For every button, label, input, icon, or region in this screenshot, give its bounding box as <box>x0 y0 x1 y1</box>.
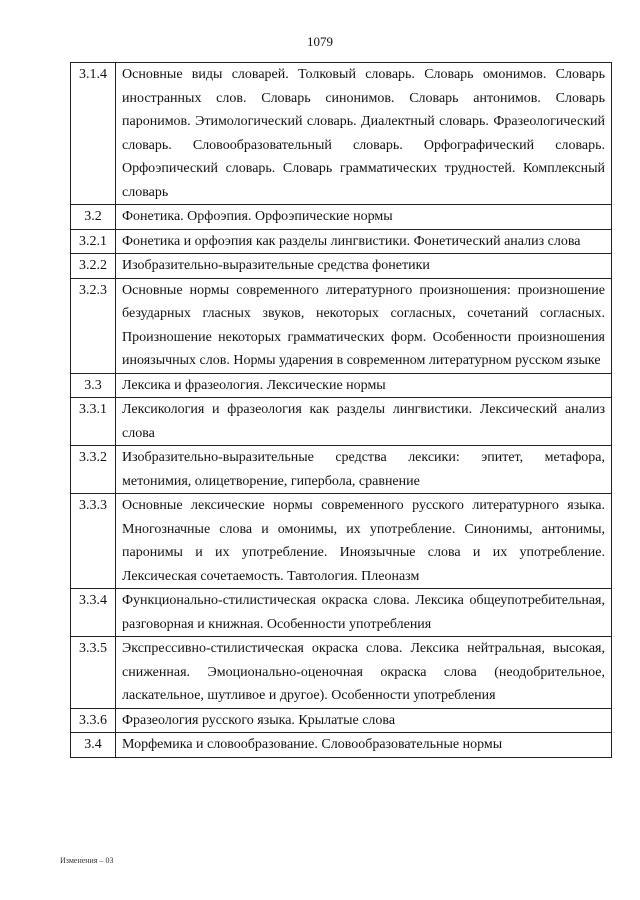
footer-revision-note: Изменения – 03 <box>60 856 114 865</box>
section-description: Изобразительно-выразительные средства фонетики <box>116 254 612 279</box>
curriculum-table <box>70 62 612 758</box>
section-description: Лексикология и фразеология как разделы лингвистики. Лексический анализ слова <box>116 398 612 446</box>
table-row <box>71 398 612 446</box>
section-code: 3.2.3 <box>71 278 116 373</box>
table-row <box>71 637 612 709</box>
page-number: 1079 <box>307 34 333 49</box>
table-row <box>71 205 612 230</box>
section-code: 3.1.4 <box>71 63 116 205</box>
section-code: 3.2 <box>71 205 116 230</box>
section-code: 3.3.4 <box>71 589 116 637</box>
section-description: Основные нормы современного литературного произношения: произношение безударных гласных звуков, некоторых согласных, сочетаний согласных. Произношение некоторых грамматических форм. Особенности произношения иноязычных слов. Нормы ударения в современном литературном русском языке <box>116 278 612 373</box>
table-row <box>71 494 612 589</box>
table-row <box>71 373 612 398</box>
table-row <box>71 229 612 254</box>
section-description: Экспрессивно-стилистическая окраска слова. Лексика нейтральная, высокая, сниженная. Эмоционально-оценочная окраска слова (неодобрительное, ласкательное, шутливое и другое). Особенности употребления <box>116 637 612 709</box>
section-description: Лексика и фразеология. Лексические нормы <box>116 373 612 398</box>
section-description: Изобразительно-выразительные средства лексики: эпитет, метафора, метонимия, олицетворение, гипербола, сравнение <box>116 446 612 494</box>
section-code: 3.4 <box>71 733 116 758</box>
table-row <box>71 589 612 637</box>
section-description: Основные виды словарей. Толковый словарь. Словарь омонимов. Словарь иностранных слов. Словарь синонимов. Словарь антонимов. Словарь паронимов. Этимологический словарь. Диалектный словарь. Фразеологический словарь. Словообразовательный словарь. Орфографический словарь. Орфоэпический словарь. Словарь грамматических трудностей. Комплексный словарь <box>116 63 612 205</box>
section-code: 3.3.3 <box>71 494 116 589</box>
table-row <box>71 733 612 758</box>
table-row <box>71 278 612 373</box>
section-code: 3.2.1 <box>71 229 116 254</box>
section-code: 3.3.5 <box>71 637 116 709</box>
table-row <box>71 446 612 494</box>
table-row <box>71 254 612 279</box>
section-description: Фразеология русского языка. Крылатые слова <box>116 708 612 733</box>
section-code: 3.3.1 <box>71 398 116 446</box>
section-description: Морфемика и словообразование. Словообразовательные нормы <box>116 733 612 758</box>
table-row <box>71 708 612 733</box>
section-description: Фонетика и орфоэпия как разделы лингвистики. Фонетический анализ слова <box>116 229 612 254</box>
section-description: Фонетика. Орфоэпия. Орфоэпические нормы <box>116 205 612 230</box>
section-code: 3.2.2 <box>71 254 116 279</box>
section-description: Функционально-стилистическая окраска слова. Лексика общеупотребительная, разговорная и книжная. Особенности употребления <box>116 589 612 637</box>
section-code: 3.3.6 <box>71 708 116 733</box>
section-code: 3.3 <box>71 373 116 398</box>
section-description: Основные лексические нормы современного русского литературного языка. Многозначные слова и омонимы, их употребление. Синонимы, антонимы, паронимы и их употребление. Иноязычные слова и их употребление. Лексическая сочетаемость. Тавтология. Плеоназм <box>116 494 612 589</box>
table-row <box>71 63 612 205</box>
section-code: 3.3.2 <box>71 446 116 494</box>
